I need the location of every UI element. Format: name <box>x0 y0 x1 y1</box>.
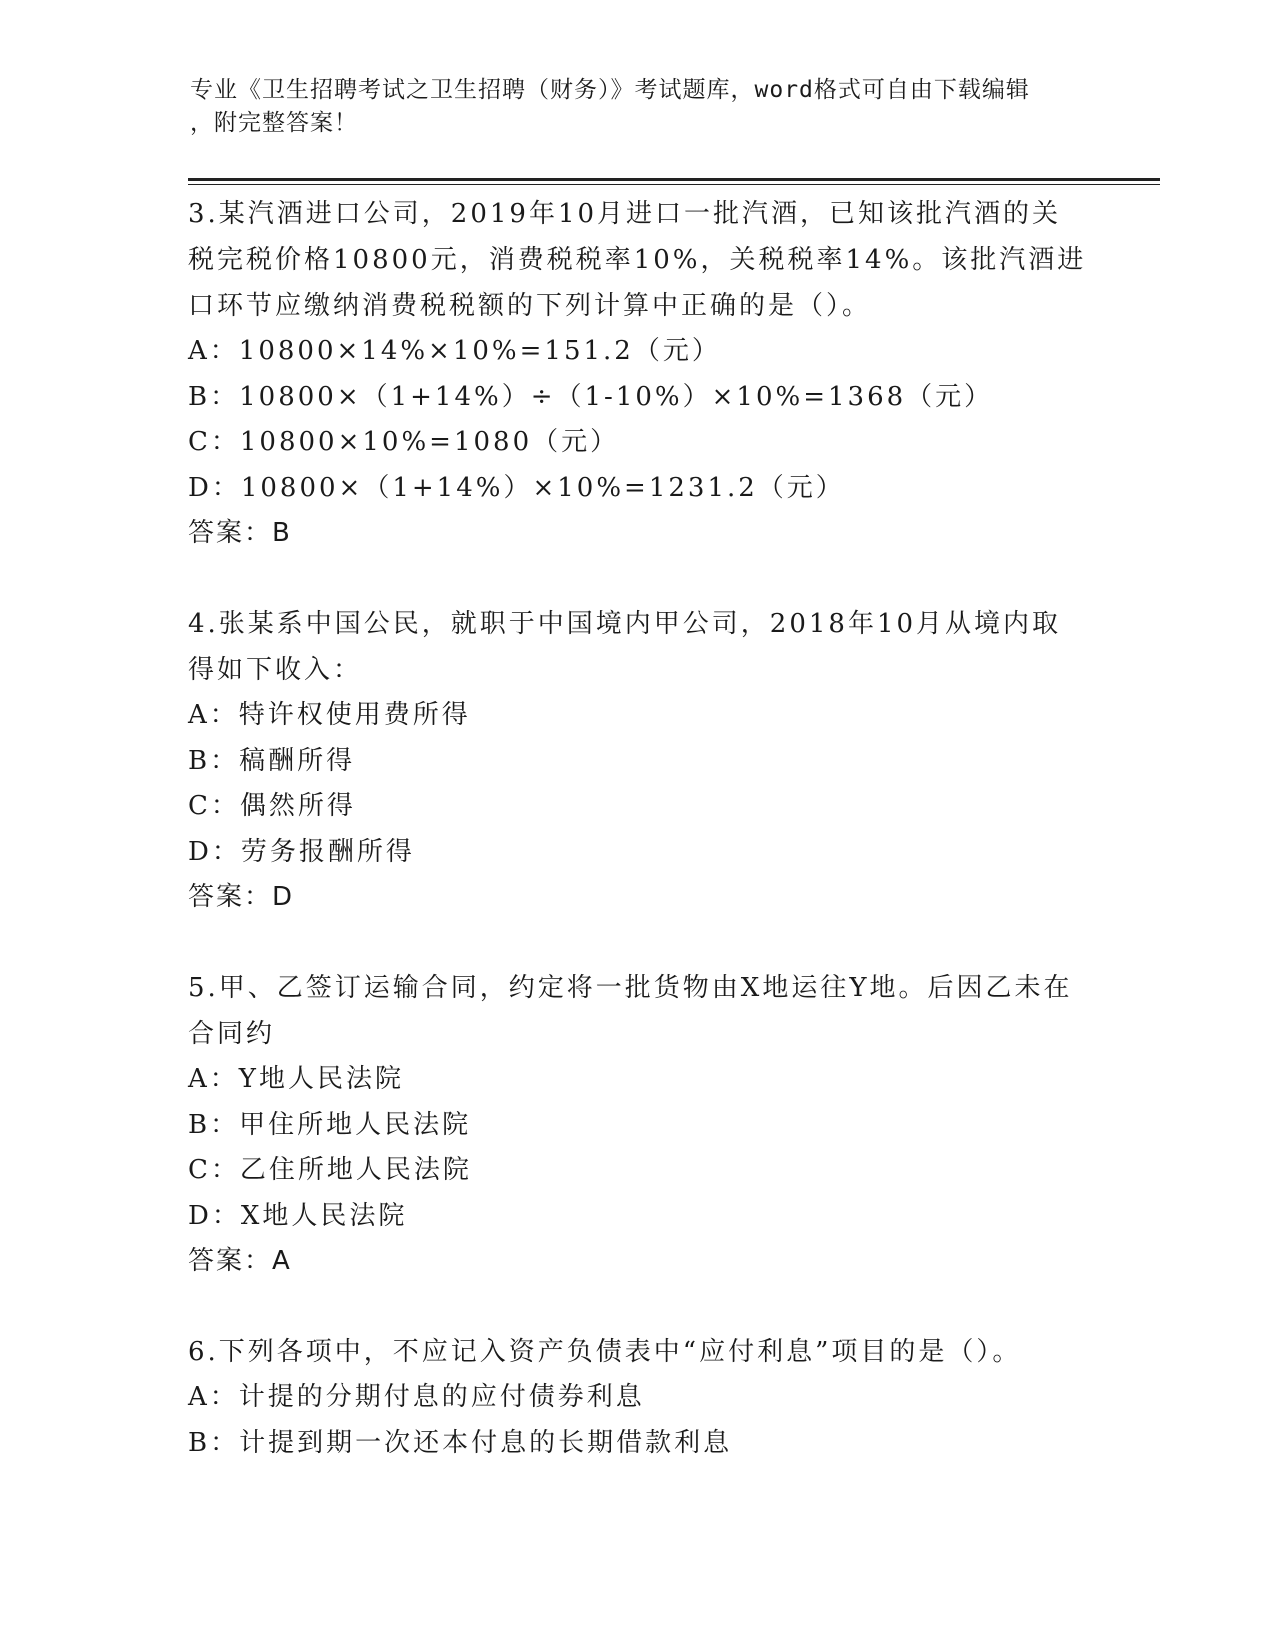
question-block <box>188 601 1088 920</box>
option-b: B：甲住所地人民法院 <box>188 1109 472 1140</box>
answer-line: 答案：A <box>188 1246 292 1276</box>
header-divider-thin <box>188 184 1160 185</box>
question-block <box>188 191 1088 556</box>
header-divider-thick <box>188 178 1160 181</box>
header-line-2: ，附完整答案！ <box>190 110 358 136</box>
option-b: B：10800×（1+14%）÷（1-10%）×10%=1368（元） <box>188 381 994 412</box>
question-stem: 5.甲、乙签订运输合同，约定将一批货物由X地运往Y地。后因乙未在合同约 <box>188 973 1073 1049</box>
question-block <box>188 965 1088 1284</box>
option-d: D：X地人民法院 <box>188 1200 408 1231</box>
option-c: C：乙住所地人民法院 <box>188 1155 472 1185</box>
option-a: A：10800×14%×10%=151.2（元） <box>188 336 721 366</box>
answer-line: 答案：B <box>188 518 292 548</box>
option-c: C：偶然所得 <box>188 791 356 821</box>
document-header <box>190 74 1090 140</box>
question-list <box>188 191 1088 1511</box>
option-c: C：10800×10%=1080（元） <box>188 427 620 457</box>
option-b: B：计提到期一次还本付息的长期借款利息 <box>188 1427 733 1458</box>
question-block <box>188 1329 1088 1466</box>
option-d: D：10800×（1+14%）×10%=1231.2（元） <box>188 472 845 503</box>
option-a: A：Y地人民法院 <box>188 1064 404 1094</box>
option-b: B：稿酬所得 <box>188 745 356 776</box>
option-a: A：计提的分期付息的应付债券利息 <box>188 1382 645 1412</box>
option-a: A：特许权使用费所得 <box>188 700 471 730</box>
question-stem: 4.张某系中国公民，就职于中国境内甲公司，2018年10月从境内取得如下收入： <box>188 609 1062 685</box>
header-line-1: 专业《卫生招聘考试之卫生招聘（财务）》考试题库，word格式可自由下载编辑 <box>190 77 1030 103</box>
question-stem: 6.下列各项中，不应记入资产负债表中“应付利息”项目的是（）。 <box>188 1337 1022 1367</box>
answer-line: 答案：D <box>188 882 295 912</box>
question-stem: 3.某汽酒进口公司，2019年10月进口一批汽酒，已知该批汽酒的关税完税价格10800元，消费税税率10%，关税税率14%。该批汽酒进口环节应缴纳消费税税额的下列计算中正确的是（）。 <box>188 199 1087 321</box>
option-d: D：劳务报酬所得 <box>188 836 415 867</box>
